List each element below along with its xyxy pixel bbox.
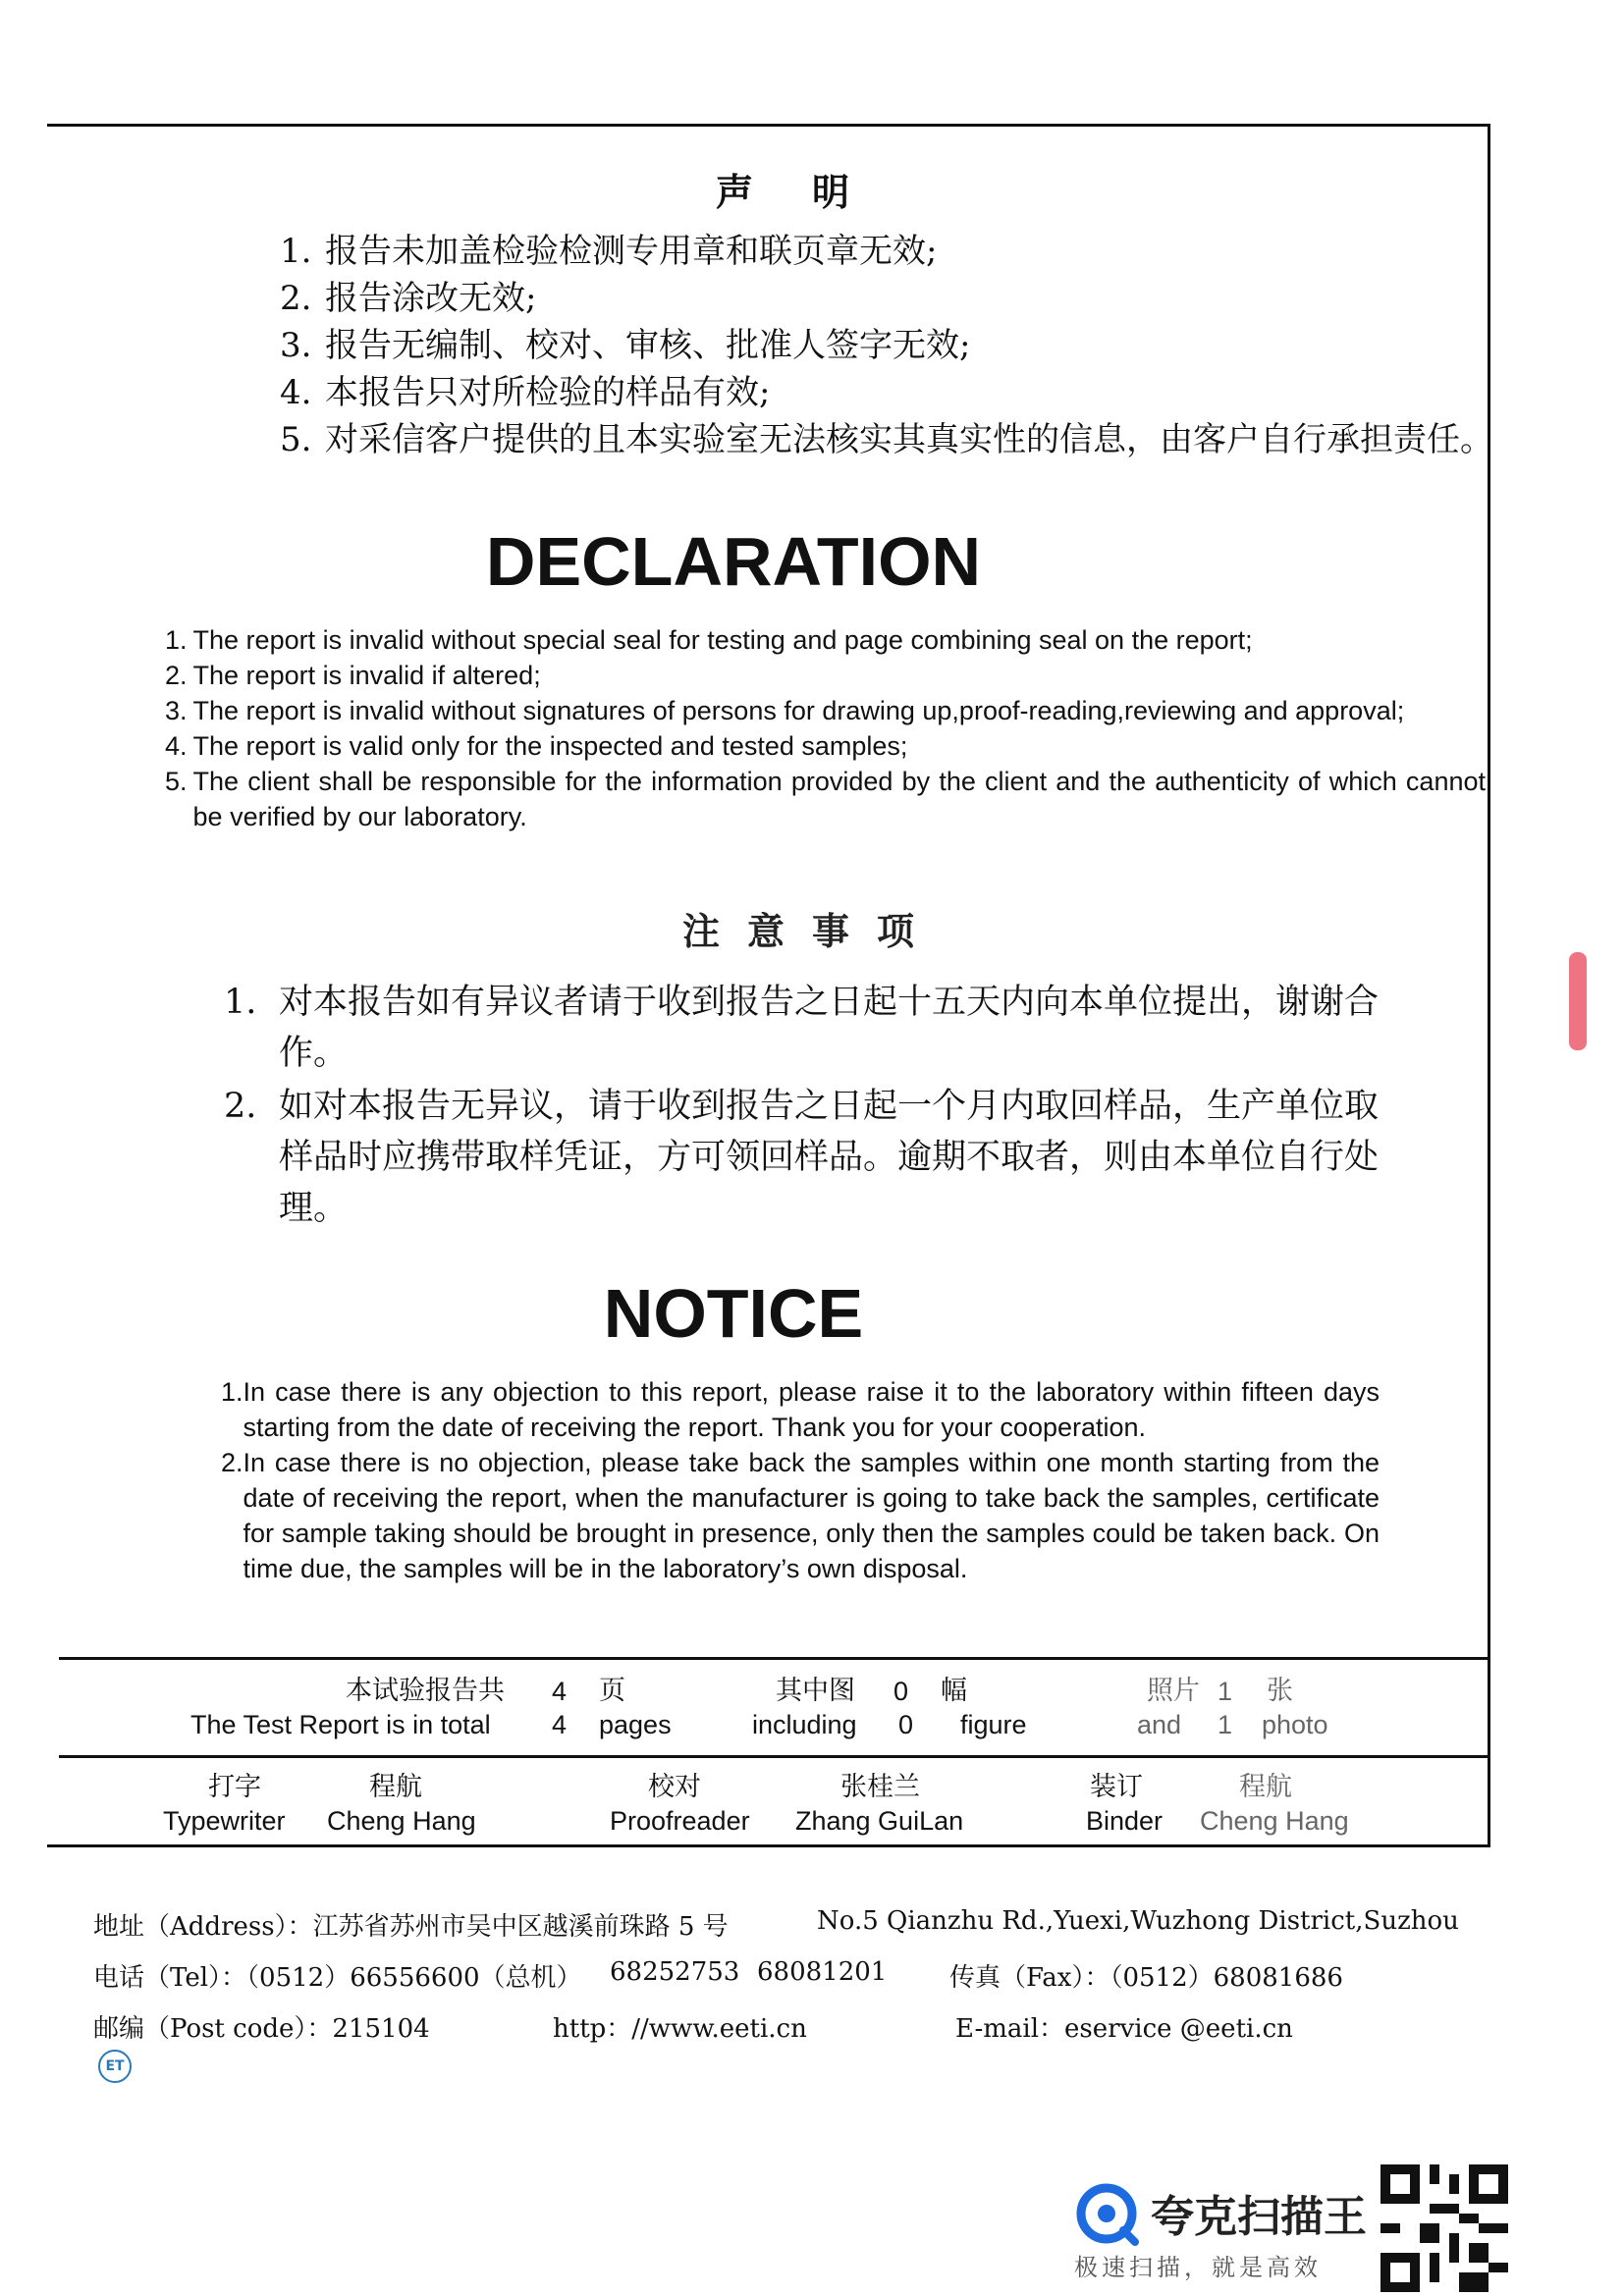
tel-third: 68081201 (757, 1957, 888, 1987)
list-item: 3. 报告无编制、校对、审核、批准人签字无效; (280, 326, 971, 365)
figures-unit-cn: 幅 (941, 1676, 967, 1706)
typewriter-label-cn: 打字 (208, 1772, 261, 1802)
website-link: http：//www.eeti.cn (553, 2014, 807, 2044)
binder-label-cn: 装订 (1090, 1772, 1143, 1802)
figures-label-en: including (752, 1710, 857, 1739)
list-item: 1. 对本报告如有异议者请于收到报告之日起十五天内向本单位提出，谢谢合作。 (224, 983, 1380, 1073)
eeti-logo-icon: ET (98, 2050, 132, 2083)
table-divider (59, 1657, 1490, 1660)
pages-unit-en: pages (599, 1710, 672, 1739)
red-seal-edge (1569, 952, 1587, 1050)
list-item: 1. The report is invalid without special seal for testing and page combining seal on the report; (165, 625, 1253, 655)
figures-count: 0 (898, 1710, 914, 1739)
typewriter-name-cn: 程航 (369, 1772, 422, 1802)
pages-unit-cn: 页 (599, 1676, 625, 1706)
declaration-en-title: DECLARATION (485, 523, 982, 600)
photos-label-en: and (1137, 1710, 1182, 1739)
tel-second: 68252753 (610, 1957, 740, 1987)
proofreader-name-cn: 张桂兰 (840, 1772, 920, 1802)
pages-count: 4 (552, 1710, 568, 1739)
declaration-cn-list (280, 228, 1497, 463)
list-item: 2. 如对本报告无异议，请于收到报告之日起一个月内取回样品，生产单位取样品时应携带取样凭证，方可领回样品。逾期不取者，则由本单位自行处理。 (224, 1087, 1380, 1228)
list-item: 1. In case there is any objection to this report, please raise it to the laboratory within fifteen days starting from the date of receiving the report. Thank you for your cooperation. (221, 1377, 1380, 1442)
address-en: No.5 Qianzhu Rd.,Yuexi,Wuzhong District,Suzhou (817, 1906, 1459, 1936)
typewriter-label-en: Typewriter (163, 1806, 286, 1836)
photos-unit-en: photo (1262, 1710, 1328, 1739)
notice-cn-list (224, 977, 1382, 1236)
list-item: 4. 本报告只对所检验的样品有效; (280, 373, 771, 412)
list-item: 2. In case there is no objection, please take back the samples within one month starting from the date of receiving the report, when the manufacturer is going to take back the samples, certificate for sample taking should be brought in presence, only then the samples could be taken back. On time due, the samples will be in the laboratory’s own disposal. (221, 1448, 1380, 1583)
scanner-watermark (1072, 2169, 1377, 2281)
pages-label-en: The Test Report is in total (190, 1710, 491, 1739)
list-item: 5. The client shall be responsible for the information provided by the client and the authenticity of which cannot be verified by our laboratory. (165, 767, 1486, 831)
notice-en-title: NOTICE (603, 1275, 864, 1352)
tel-main: 电话（Tel）：（0512）66556600（总机） (93, 1963, 582, 1993)
fax: 传真（Fax）：（0512）68081686 (949, 1963, 1343, 1993)
binder-name-cn: 程航 (1239, 1772, 1292, 1802)
photos-count: 1 (1218, 1677, 1233, 1706)
photos-unit-cn: 张 (1267, 1676, 1293, 1706)
email-link: E-mail：eservice @eeti.cn (955, 2014, 1293, 2044)
notice-en-list (221, 1374, 1380, 1586)
list-item: 2. The report is invalid if altered; (165, 661, 541, 690)
pages-count: 4 (552, 1677, 568, 1706)
quark-logo-icon (1072, 2179, 1141, 2248)
binder-name-en: Cheng Hang (1200, 1806, 1349, 1836)
address-cn: 地址（Address）：江苏省苏州市吴中区越溪前珠路 5 号 (93, 1912, 729, 1942)
proofreader-label-en: Proofreader (610, 1806, 750, 1836)
list-item: 3. The report is invalid without signatures of persons for drawing up,proof-reading,reviewing and approval; (165, 696, 1405, 725)
proofreader-name-en: Zhang GuiLan (795, 1806, 964, 1836)
proofreader-label-cn: 校对 (648, 1772, 701, 1802)
table-divider (59, 1755, 1490, 1758)
photos-count: 1 (1218, 1710, 1233, 1739)
list-item: 1. 报告未加盖检验检测专用章和联页章无效; (280, 232, 938, 271)
declaration-en-list (165, 622, 1486, 834)
list-item: 5. 对采信客户提供的且本实验室无法核实其真实性的信息，由客户自行承担责任。 (280, 420, 1493, 459)
declaration-cn-title: 声明 (715, 170, 908, 214)
postcode: 邮编（Post code）：215104 (93, 2014, 430, 2044)
figures-count: 0 (893, 1677, 909, 1706)
pages-label-cn: 本试验报告共 (346, 1676, 505, 1706)
figures-label-cn: 其中图 (776, 1676, 855, 1706)
typewriter-name-en: Cheng Hang (327, 1806, 476, 1836)
list-item: 2. 报告涂改无效; (280, 279, 537, 318)
scanner-brand-name: 夸克扫描王 (1151, 2192, 1367, 2242)
notice-cn-title: 注意事项 (681, 909, 942, 953)
binder-label-en: Binder (1086, 1806, 1164, 1836)
qr-code-icon (1380, 2164, 1508, 2292)
list-item: 4. The report is valid only for the inspected and tested samples; (165, 731, 908, 761)
photos-label-cn: 照片 (1147, 1676, 1200, 1706)
scanner-slogan: 极速扫描，就是高效 (1074, 2254, 1322, 2281)
figures-unit-en: figure (960, 1710, 1027, 1739)
